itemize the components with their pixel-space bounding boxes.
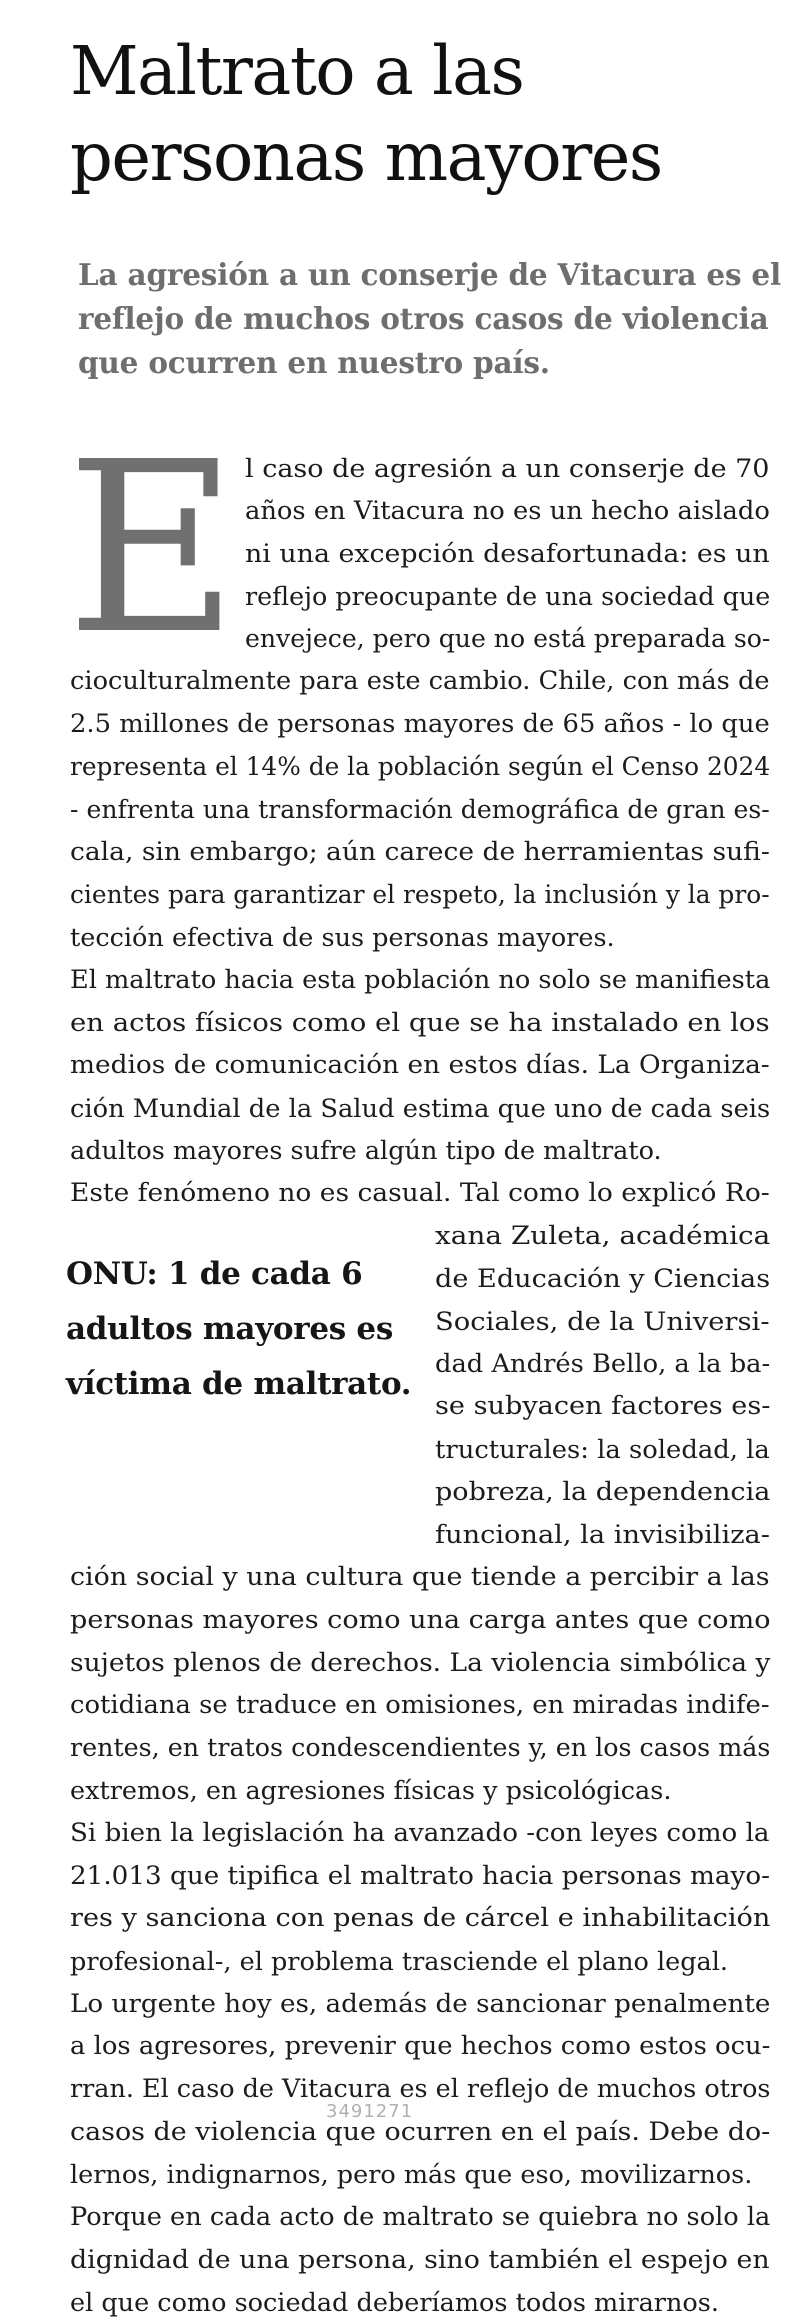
body-line: cala, sin embargo; aún carece de herramientas sufi- [70, 837, 770, 867]
body-line: lernos, indignarnos, pero más que eso, movilizarnos. [70, 2160, 753, 2190]
body-line: cientes para garantizar el respeto, la inclusión y la pro- [70, 880, 770, 910]
deck-line: reflejo de muchos otros casos de violencia [78, 301, 769, 336]
body-line: Lo urgente hoy es, además de sancionar penalmente [70, 1989, 771, 2019]
body-line: tección efectiva de sus personas mayores. [70, 923, 615, 953]
body-line: pobreza, la dependencia [435, 1477, 771, 1507]
body-line: Sociales, de la Universi- [435, 1307, 770, 1337]
watermark-id: 3491271 [326, 2101, 414, 2122]
body-line: l caso de agresión a un conserje de 70 [245, 454, 770, 484]
body-line: de Educación y Ciencias [435, 1264, 771, 1294]
body-line: cotidiana se traduce en omisiones, en miradas indife- [70, 1690, 770, 1720]
body-line: se subyacen factores es- [435, 1391, 771, 1421]
body-line: el que como sociedad deberíamos todos mirarnos. [70, 2288, 719, 2318]
body-line: rentes, en tratos condescendientes y, en los casos más [70, 1733, 771, 1763]
body-line: ción Mundial de la Salud estima que uno de cada seis [70, 1094, 771, 1124]
body-line: profesional-, el problema trasciende el plano legal. [70, 1947, 729, 1977]
body-line: funcional, la invisibiliza- [435, 1520, 770, 1550]
body-line: cioculturalmente para este cambio. Chile, con más de [70, 666, 770, 696]
body-line: ción social y una cultura que tiende a percibir a las [70, 1562, 770, 1592]
body-line: dignidad de una persona, sino también el espejo en [70, 2245, 770, 2275]
body-line: xana Zuleta, académica [435, 1221, 771, 1251]
pull-quote-line: ONU: 1 de cada 6 [66, 1256, 363, 1292]
body-line: representa el 14% de la población según el Censo 2024 [70, 752, 771, 782]
body-line: en actos físicos como el que se ha instalado en los [70, 1008, 770, 1038]
body-line: dad Andrés Bello, a la ba- [435, 1349, 771, 1379]
deck-line: que ocurren en nuestro país. [78, 345, 550, 380]
pull-quote-line: adultos mayores es [66, 1311, 393, 1347]
body-line: años en Vitacura no es un hecho aislado [245, 496, 770, 526]
body-line: tructurales: la soledad, la [435, 1435, 770, 1465]
body-line: extremos, en agresiones físicas y psicológicas. [70, 1776, 672, 1806]
body-line: res y sanciona con penas de cárcel e inhabilitación [70, 1903, 771, 1933]
headline-line: Maltrato a las [70, 32, 524, 110]
body-line: a los agresores, prevenir que hechos como estos ocu- [70, 2031, 771, 2061]
body-line: casos de violencia que ocurren en el país. Debe do- [70, 2117, 771, 2147]
body-line: 2.5 millones de personas mayores de 65 años - lo que [70, 709, 770, 739]
body-line: Este fenómeno no es casual. Tal como lo explicó Ro- [70, 1178, 770, 1208]
body-line: ni una excepción desafortunada: es un [245, 539, 770, 569]
body-line: reflejo preocupante de una sociedad que [245, 582, 771, 612]
body-line: envejece, pero que no está preparada so- [245, 624, 771, 654]
headline-line: personas mayores [70, 118, 662, 196]
body-line: adultos mayores sufre algún tipo de maltrato. [70, 1136, 662, 1166]
body-line: - enfrenta una transformación demográfica de gran es- [70, 795, 770, 825]
pull-quote-line: víctima de maltrato. [66, 1366, 412, 1402]
body-line: El maltrato hacia esta población no solo se manifiesta [70, 965, 771, 995]
body-line: 21.013 que tipifica el maltrato hacia personas mayo- [70, 1861, 770, 1891]
body-line: sujetos plenos de derechos. La violencia simbólica y [70, 1648, 771, 1678]
body-line: Porque en cada acto de maltrato se quiebra no solo la [70, 2202, 771, 2232]
body-line: personas mayores como una carga antes que como [70, 1605, 771, 1635]
drop-cap: E [66, 411, 239, 686]
pull-quote [66, 1247, 412, 1412]
body-line: Si bien la legislación ha avanzado -con leyes como la [70, 1818, 770, 1848]
deck-line: La agresión a un conserje de Vitacura es el [78, 257, 782, 292]
body-line: medios de comunicación en estos días. La Organiza- [70, 1050, 770, 1080]
body-line: rran. El caso de Vitacura es el reflejo de muchos otros [70, 2074, 771, 2104]
